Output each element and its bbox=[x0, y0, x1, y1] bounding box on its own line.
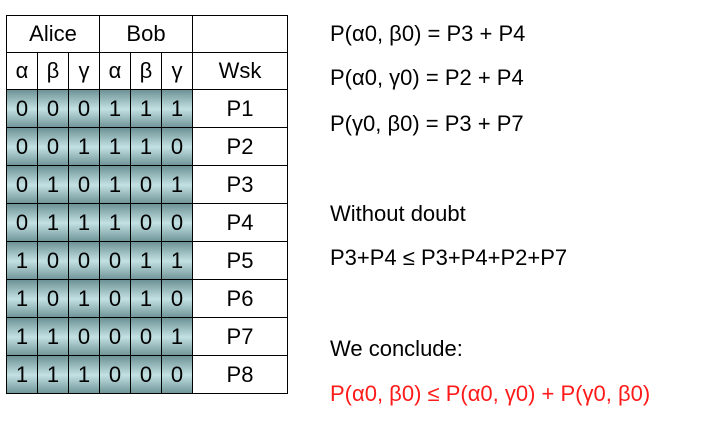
table-row bbox=[7, 204, 288, 242]
bit-cell: 1 bbox=[100, 166, 131, 204]
bit-cell: 0 bbox=[100, 242, 131, 280]
bob-alpha-header: α bbox=[100, 53, 131, 90]
bit-cell: 1 bbox=[38, 356, 69, 394]
equation-alpha-beta: P(α0, β0) = P3 + P4 bbox=[330, 21, 526, 46]
without-doubt-heading: Without doubt bbox=[330, 201, 466, 226]
bit-cell: 0 bbox=[131, 204, 162, 242]
bit-cell: 0 bbox=[69, 242, 100, 280]
bit-cell: 1 bbox=[100, 90, 131, 128]
bit-cell: 0 bbox=[38, 90, 69, 128]
bit-cell: 0 bbox=[38, 128, 69, 166]
bit-cell: 0 bbox=[7, 204, 38, 242]
bit-cell: 0 bbox=[100, 318, 131, 356]
bit-cell: 1 bbox=[7, 280, 38, 318]
bit-cell: 1 bbox=[100, 128, 131, 166]
bit-cell: 1 bbox=[38, 166, 69, 204]
bit-cell: 0 bbox=[162, 204, 193, 242]
player-header-row bbox=[7, 16, 288, 53]
bit-cell: 0 bbox=[162, 356, 193, 394]
probability-label: P3 bbox=[193, 166, 288, 204]
bit-cell: 0 bbox=[69, 166, 100, 204]
bell-inequality-result: P(α0, β0) ≤ P(α0, γ0) + P(γ0, β0) bbox=[330, 381, 651, 406]
bit-cell: 0 bbox=[162, 280, 193, 318]
bit-cell: 0 bbox=[7, 128, 38, 166]
table-row bbox=[7, 90, 288, 128]
bit-cell: 1 bbox=[69, 204, 100, 242]
probability-label: P5 bbox=[193, 242, 288, 280]
bob-gamma-header: γ bbox=[162, 53, 193, 90]
bit-cell: 1 bbox=[162, 166, 193, 204]
bit-cell: 1 bbox=[69, 128, 100, 166]
bob-beta-header: β bbox=[131, 53, 162, 90]
wsk-header: Wsk bbox=[193, 53, 288, 90]
alice-header: Alice bbox=[7, 16, 100, 53]
bob-header: Bob bbox=[100, 16, 193, 53]
bit-cell: 0 bbox=[100, 280, 131, 318]
bit-cell: 1 bbox=[100, 204, 131, 242]
bit-cell: 1 bbox=[162, 242, 193, 280]
bit-cell: 1 bbox=[7, 356, 38, 394]
bit-cell: 0 bbox=[38, 280, 69, 318]
bit-cell: 1 bbox=[7, 242, 38, 280]
bit-cell: 1 bbox=[131, 128, 162, 166]
bit-cell: 1 bbox=[38, 318, 69, 356]
bit-cell: 1 bbox=[38, 204, 69, 242]
probability-table bbox=[6, 15, 288, 394]
probability-label: P7 bbox=[193, 318, 288, 356]
bit-cell: 1 bbox=[131, 280, 162, 318]
probability-label: P4 bbox=[193, 204, 288, 242]
bit-cell: 0 bbox=[7, 166, 38, 204]
bit-cell: 0 bbox=[38, 242, 69, 280]
bit-cell: 0 bbox=[131, 318, 162, 356]
table-row bbox=[7, 242, 288, 280]
bit-cell: 1 bbox=[7, 318, 38, 356]
symbol-header-row bbox=[7, 53, 288, 90]
bit-cell: 0 bbox=[7, 90, 38, 128]
inequality-statement: P3+P4 ≤ P3+P4+P2+P7 bbox=[330, 245, 568, 270]
equation-gamma-beta: P(γ0, β0) = P3 + P7 bbox=[330, 111, 524, 136]
bit-cell: 0 bbox=[69, 90, 100, 128]
table-row bbox=[7, 166, 288, 204]
bit-cell: 0 bbox=[100, 356, 131, 394]
alice-alpha-header: α bbox=[7, 53, 38, 90]
bit-cell: 1 bbox=[131, 90, 162, 128]
probability-label: P8 bbox=[193, 356, 288, 394]
bit-cell: 1 bbox=[162, 90, 193, 128]
bit-cell: 0 bbox=[162, 128, 193, 166]
alice-gamma-header: γ bbox=[69, 53, 100, 90]
equation-alpha-gamma: P(α0, γ0) = P2 + P4 bbox=[330, 65, 524, 90]
wsk-header-blank bbox=[193, 16, 288, 53]
bit-cell: 1 bbox=[131, 242, 162, 280]
table-row bbox=[7, 280, 288, 318]
probability-label: P6 bbox=[193, 280, 288, 318]
table-row bbox=[7, 128, 288, 166]
bit-cell: 0 bbox=[131, 356, 162, 394]
bit-cell: 1 bbox=[69, 280, 100, 318]
bit-cell: 1 bbox=[69, 356, 100, 394]
bit-cell: 0 bbox=[131, 166, 162, 204]
table-row bbox=[7, 318, 288, 356]
alice-beta-header: β bbox=[38, 53, 69, 90]
probability-label: P2 bbox=[193, 128, 288, 166]
bit-cell: 1 bbox=[162, 318, 193, 356]
conclusion-heading: We conclude: bbox=[330, 336, 463, 361]
probability-label: P1 bbox=[193, 90, 288, 128]
bit-cell: 0 bbox=[69, 318, 100, 356]
table-row bbox=[7, 356, 288, 394]
